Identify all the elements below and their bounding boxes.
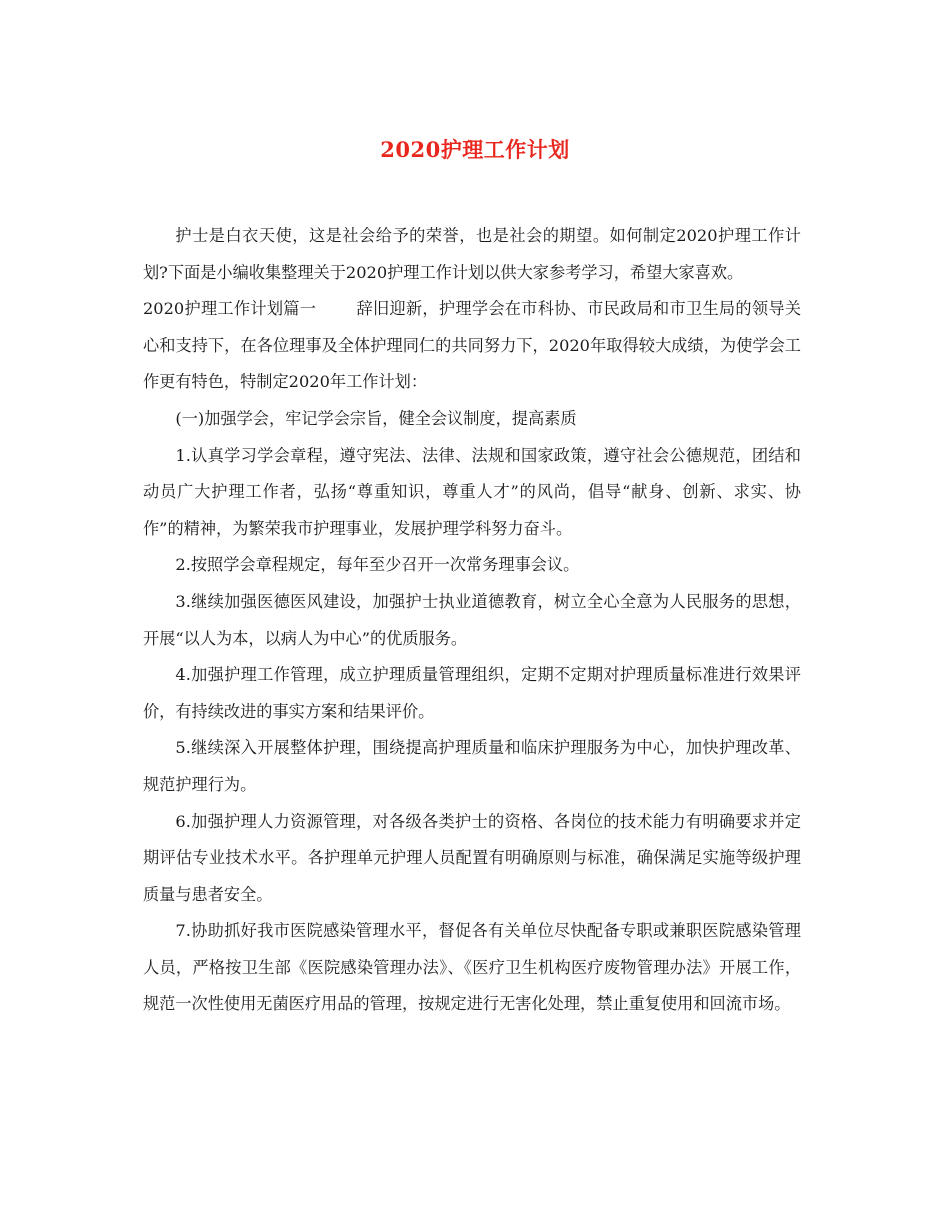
list-item: 2.按照学会章程规定，每年至少召开一次常务理事会议。 [175,555,580,575]
section-title: 2020护理工作计划篇一 [143,299,317,319]
list-item: 5.继续深入开展整体护理，围绕提高护理质量和临床护理服务为中心，加快护理改革、规范护理行为。 [143,738,801,794]
list-item: 3.继续加强医德医风建设，加强护士执业道德教育，树立全心全意为人民服务的思想，开展“以人为本，以病人为中心”的优质服务。 [143,591,801,648]
subheading: (一)加强学会，牢记学会宗旨，健全会议制度，提高素质 [175,408,577,428]
section-intro: 辞旧迎新，护理学会在市科协、市民政局和市卫生局的领导关心和支持下，在各位理事及全体护理同仁的共同努力下，2020年取得较大成绩，为使学会工作更有特色，特制定2020年工作计划： [143,299,802,392]
list-item: 7.协助抓好我市医院感染管理水平，督促各有关单位尽快配备专职或兼职医院感染管理人员，严格按卫生部《医院感染管理办法》、《医疗卫生机构医疗废物管理办法》开展工作，规范一次性使用无菌医疗用品的管理，按规定进行无害化处理，禁止重复使用和回流市场。 [143,921,801,1014]
document-body [143,218,801,1023]
section-paragraph [143,291,801,401]
list-item: 4.加强护理工作管理，成立护理质量管理组织，定期不定期对护理质量标准进行效果评价，有持续改进的事实方案和结果评价。 [143,665,801,721]
document-title: 2020护理工作计划 [380,137,570,162]
list-item: 1.认真学习学会章程，遵守宪法、法律、法规和国家政策，遵守社会公德规范，团结和动员广大护理工作者，弘扬“尊重知识，尊重人才”的风尚，倡导“献身、创新、求实、协作”的精神，为繁荣我市护理事业，发展护理学科努力奋斗。 [143,445,801,538]
intro-paragraph: 护士是白衣天使，这是社会给予的荣誉，也是社会的期望。如何制定2020护理工作计划?下面是小编收集整理关于2020护理工作计划以供大家参考学习，希望大家喜欢。 [143,226,801,282]
list-item: 6.加强护理人力资源管理，对各级各类护士的资格、各岗位的技术能力有明确要求并定期评估专业技术水平。各护理单元护理人员配置有明确原则与标准，确保满足实施等级护理质量与患者安全。 [143,811,801,904]
